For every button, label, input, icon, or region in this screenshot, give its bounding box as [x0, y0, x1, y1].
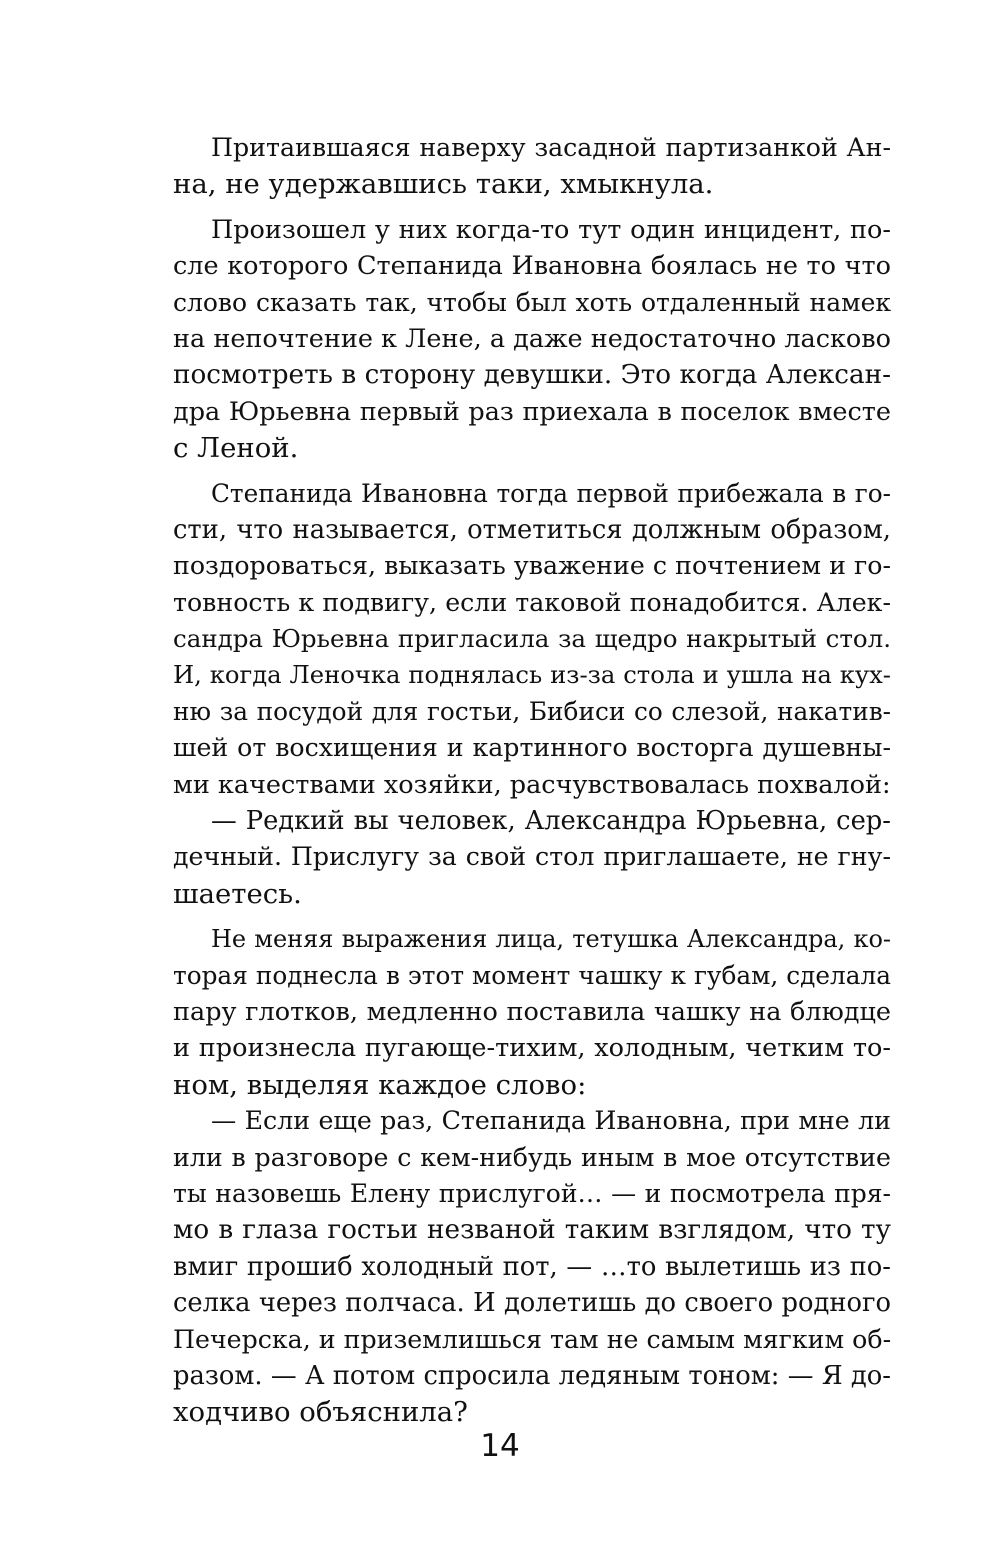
text-line: сле которого Степанида Ивановна боялась не то что	[173, 251, 891, 282]
text-line: пару глотков, медленно поставила чашку на блюдце	[173, 996, 891, 1027]
text-line: Печерска, и приземлишься там не самым мягким об-	[173, 1324, 892, 1354]
page-number: 14	[480, 1428, 520, 1464]
text-line: товность к подвигу, если таковой понадобится. Алек-	[173, 587, 891, 617]
text-line: шаетесь.	[173, 877, 302, 910]
text-line: поздороваться, выказать уважение с почтением и го-	[173, 551, 891, 581]
paragraph-3	[173, 476, 891, 804]
text-line: на, не удержавшись таки, хмыкнула.	[173, 168, 714, 201]
paragraph-2	[173, 212, 891, 467]
text-line: с Леной.	[173, 432, 299, 465]
text-line: Степанида Ивановна тогда первой прибежала в го-	[211, 478, 891, 508]
text-line: Притаившаяся наверху засадной партизанкой Ан-	[211, 133, 891, 162]
text-line: Произошел у них когда-то тут один инцидент, по-	[211, 214, 891, 245]
text-line: шей от восхищения и картинного восторга душевны-	[173, 733, 891, 763]
text-line: сти, что называется, отметиться должным образом,	[173, 514, 891, 545]
text-line: селка через полчаса. И долетишь до своего родного	[173, 1288, 891, 1319]
text-line: дечный. Прислугу за свой стол приглашаете, не гну-	[173, 842, 891, 872]
text-line: сандра Юрьевна пригласила за щедро накрытый стол.	[173, 624, 891, 654]
text-line: и произнесла пугающе-тихим, холодным, четким то-	[173, 1033, 891, 1064]
paragraph-4	[173, 803, 891, 912]
paragraph-6	[173, 1103, 891, 1431]
paragraph-1	[173, 130, 891, 203]
text-line: — Если еще раз, Степанида Ивановна, при мне ли	[211, 1106, 891, 1136]
text-line: ню за посудой для гостьи, Бибиси со слезой, накатив-	[173, 696, 891, 726]
text-line: разом. — А потом спросила ледяным тоном: — Я до-	[173, 1360, 891, 1391]
text-line: или в разговоре с кем-нибудь иным в мое отсутствие	[173, 1142, 891, 1172]
text-line: посмотреть в сторону девушки. Это когда Алексан-	[173, 360, 891, 391]
text-line: слово сказать так, чтобы был хоть отдаленный намек	[173, 287, 891, 317]
paragraph-5	[173, 921, 891, 1103]
text-line: дра Юрьевна первый раз приехала в поселок вместе	[173, 396, 891, 427]
text-line: ми качествами хозяйки, расчувствовалась похвалой:	[173, 769, 891, 800]
text-line: ходчиво объяснила?	[173, 1396, 468, 1429]
text-line: Не меняя выражения лица, тетушка Александра, ко-	[211, 925, 891, 954]
text-line: ты назовешь Елену прислугой… — и посмотрела пря-	[173, 1178, 891, 1208]
text-line: мо в глаза гостьи незваной таким взглядом, что ту	[173, 1215, 891, 1246]
text-line: торая поднесла в этот момент чашку к губам, сделала	[173, 960, 891, 990]
text-line: И, когда Леночка поднялась из-за стола и ушла на кух-	[173, 660, 891, 690]
text-line: — Редкий вы человек, Александра Юрьевна, сер-	[211, 806, 891, 837]
page-text	[173, 130, 891, 1431]
text-line: на непочтение к Лене, а даже недостаточно ласково	[173, 323, 891, 354]
text-line: вмиг прошиб холодный пот, — …то вылетишь из по-	[173, 1251, 891, 1282]
text-line: ном, выделяя каждое слово:	[173, 1068, 587, 1101]
